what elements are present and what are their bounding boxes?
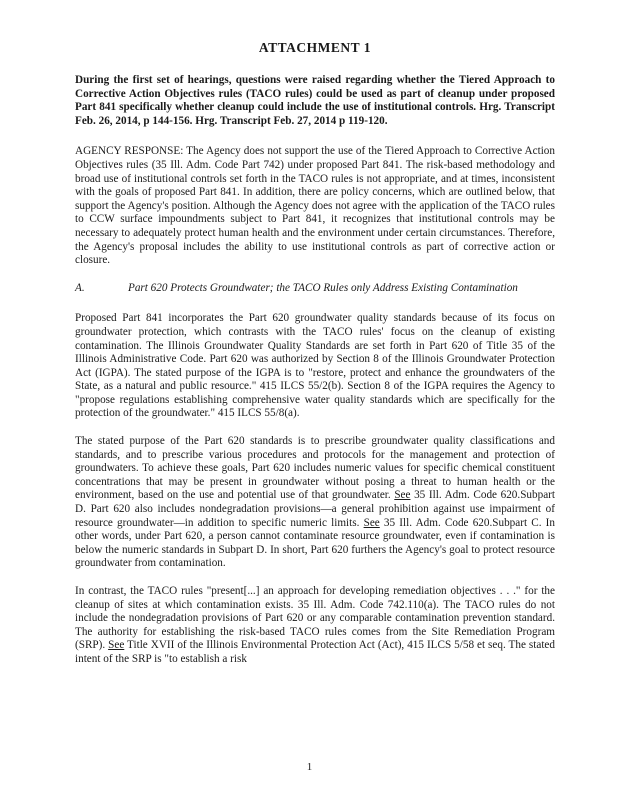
intro-paragraph: During the first set of hearings, questions were raised regarding whether the Tiered Approach to Corrective Action Objectives rules (TACO rules) could be used as part of cleanup under proposed Part 841 specifically whether cleanup could include the use of institutional controls. Hrg. Transcript Feb. 26, 2014, p 144-156. Hrg. Transcript Feb. 27, 2014 p 119-120. [75, 74, 555, 127]
attachment-title: ATTACHMENT 1 [258, 40, 372, 55]
part-620-purpose-paragraph [75, 435, 555, 571]
see-citation-1: See [394, 489, 411, 502]
section-a-title: Part 620 Protects Groundwater; the TACO Rules only Address Existing Contamination [128, 281, 518, 294]
section-a-heading [75, 282, 555, 296]
para-3-text-b: Title XVII of the Illinois Environmental Protection Act (Act), 415 ILCS 5/58 et seq. The stated intent of the SRP is "to establish a risk [75, 639, 555, 665]
section-a-number: A. [75, 281, 85, 294]
see-citation-3: See [108, 639, 125, 652]
para-2-text-b: 35 Ill. Adm. Code 620.Subpart D. Part 620 also includes nondegradation provisions—a general prohibition against use impairment of resource groundwater—in addition to specific numeric limits. [75, 489, 555, 529]
groundwater-protection-paragraph: Proposed Part 841 incorporates the Part 620 groundwater quality standards because of its focus on groundwater protection, which contrasts with the TACO rules' focus on the cleanup of existing contamination. The Illinois Groundwater Quality Standards are set forth in Part 620 of Title 35 of the Illinois Administrative Code. Part 620 was authorized by Section 8 of the Illinois Groundwater Protection Act (IGPA). The stated purpose of the IGPA is to "restore, protect and enhance the groundwaters of the State, as a natural and public resource." 415 ILCS 55/2(b). Section 8 of the IGPA requires the Agency to "propose regulations establishing comprehensive water quality standards which are specifically for the protection of the groundwater." 415 ILCS 55/8(a). [75, 312, 555, 420]
see-citation-2: See [363, 516, 380, 529]
taco-contrast-paragraph [75, 585, 555, 667]
para-3-text-a: In contrast, the TACO rules "present[...] an approach for developing remediation objectives . . ." for the cleanup of sites at which contamination exists. 35 Ill. Adm. Code 742.110(a). The TACO rules do not include the nondegradation provisions of Part 620 or any comparable contamination prevention standard. The authority for establishing the risk-based TACO rules comes from the Site Remediation Program (SRP). [75, 585, 555, 652]
para-2-text-c: 35 Ill. Adm. Code 620.Subpart C. In other words, under Part 620, a person cannot contaminate resource groundwater, even if contamination is below the numeric standards in Subpart D. In short, Part 620 furthers the Agency's goal to protect resource groundwater from contamination. [75, 516, 555, 570]
page-number: 1 [306, 761, 313, 773]
para-2-text-a: The stated purpose of the Part 620 standards is to prescribe groundwater quality classifications and standards, and to prescribe various procedures and protocols for the management and protection of groundwaters. To achieve these goals, Part 620 includes numeric values for specific chemical constituent concentrations that may be present in groundwater without posing a threat to human health or the environment, based on the use and potential use of that groundwater. [75, 435, 555, 502]
agency-response-paragraph: AGENCY RESPONSE: The Agency does not support the use of the Tiered Approach to Corrective Action Objectives rules (35 Ill. Adm. Code Part 742) under proposed Part 841. The risk-based methodology and broad use of institutional controls set forth in the TACO rules is not appropriate, and at times, inconsistent with the goals of proposed Part 841. In addition, there are policy concerns, which are outlined below, that support the Agency's position. Although the Agency does not agree with the application of the TACO rules to CCW surface impoundments subject to Part 841, it recognizes that institutional controls may be necessary to adequately protect human health and the environment under certain circumstances. Therefore, the Agency's proposal includes the ability to use institutional controls as part of corrective action or closure. [75, 145, 555, 267]
